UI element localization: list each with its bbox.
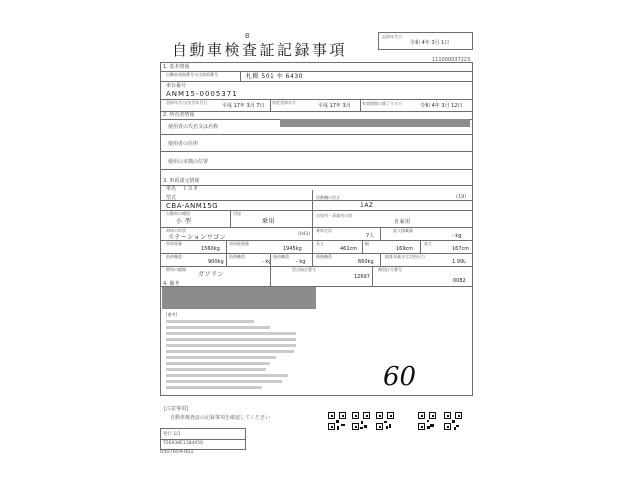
- qr-code-4: [418, 412, 436, 430]
- qr-code-1: [328, 412, 346, 430]
- code-label: 発行 1/1: [163, 432, 181, 437]
- gross-weight-label: 車両総重量: [229, 241, 249, 246]
- model-label: 型式: [166, 195, 177, 201]
- category-value: 小 型: [176, 218, 192, 225]
- displacement-label: 総排気量又は定格出力: [385, 254, 425, 259]
- redacted-remarks-block: [162, 287, 316, 309]
- axle-rear-front-label: 後前軸重: [273, 254, 289, 259]
- section-remarks-heading: 4. 備考: [163, 281, 180, 287]
- notice-heading: [注意事項]: [164, 406, 188, 412]
- issue-date-value: 令和 4年 3月 1日: [410, 40, 450, 46]
- body-code: (043): [298, 232, 311, 237]
- max-load-label: 最大積載量: [393, 228, 413, 233]
- fuel-label: 燃料の種類: [166, 267, 186, 272]
- qr-code-2: [352, 412, 370, 430]
- issue-date-label: 記録年月日: [382, 34, 402, 39]
- class-number-value: 0082: [453, 278, 466, 284]
- axle-front-rear-value: - kg: [262, 259, 272, 265]
- purpose-label: 自家用・事業用の別: [316, 213, 352, 218]
- owner-address-label: 使用者の住所: [168, 141, 199, 147]
- width-value: 169cm: [396, 246, 414, 252]
- type-number-label: 型式指定番号: [292, 267, 316, 272]
- vin-label: 車台番号: [166, 83, 187, 89]
- axle-front-rear-label: 前後軸重: [229, 254, 245, 259]
- axle-rear-rear-value: 660kg: [358, 259, 374, 265]
- qr-code-5: [444, 412, 462, 430]
- page-id: 0307654-001: [160, 449, 194, 455]
- maker-value: トヨタ: [182, 186, 199, 192]
- length-label: 長さ: [316, 241, 324, 246]
- engine-label: 原動機の型式: [316, 195, 340, 200]
- model-value: CBA-ANM15G: [166, 202, 219, 210]
- first-registration-value: 平成 17年 3月: [318, 103, 351, 109]
- qr-code-3: [376, 412, 394, 430]
- length-value: 461cm: [340, 246, 358, 252]
- first-registration-label: 初度登録年月: [272, 100, 296, 105]
- height-label: 高さ: [424, 241, 432, 246]
- maker-label: 車名: [166, 186, 177, 192]
- owner-name-label: 使用者の氏名又は名称: [168, 124, 219, 130]
- category-label: 自動車の種別: [166, 211, 190, 216]
- use-label: 用途: [233, 211, 241, 216]
- axle-front-front-value: 900kg: [208, 259, 224, 265]
- capacity-label: 乗車定員: [316, 228, 332, 233]
- axle-rear-front-value: - kg: [296, 259, 306, 265]
- class-number-label: 類別区分番号: [378, 267, 402, 272]
- registration-number-label: 自動車登録番号又は車両番号: [166, 72, 218, 77]
- weight-label: 車両重量: [166, 241, 182, 246]
- max-load-value: - kg: [452, 233, 462, 239]
- axle-front-front-label: 前前軸重: [166, 254, 182, 259]
- maker-code: (19): [456, 194, 467, 200]
- base-location-label: 使用の本拠の位置: [168, 159, 209, 165]
- width-label: 幅: [365, 241, 369, 246]
- weight-value: 1560kg: [201, 246, 220, 252]
- gross-weight-value: 1945kg: [283, 246, 302, 252]
- registration-date-value: 平成 17年 3月 7日: [222, 103, 265, 109]
- registration-date-label: 登録年月日/交付年月日: [166, 100, 208, 105]
- expiry-date-label: 有効期間の満了する日: [362, 101, 402, 106]
- engine-value: 1AZ: [360, 202, 374, 209]
- section-owner-heading: 2. 所有者情報: [163, 112, 195, 118]
- document-title: 自動車検査証記録事項: [172, 41, 348, 59]
- axle-rear-rear-label: 後後軸重: [316, 254, 332, 259]
- vin-value: ANM15-0005371: [166, 90, 238, 98]
- registration-number-value: 札幌 501 や 6430: [246, 73, 303, 80]
- handwritten-number: 60: [383, 362, 417, 392]
- body-value: ステーションワゴン: [168, 234, 227, 241]
- code-value: T56938E1184050: [163, 441, 203, 446]
- issue-date-box: [378, 32, 473, 50]
- height-value: 167cm: [452, 246, 470, 252]
- use-value: 乗用: [262, 218, 276, 225]
- section-spec-heading: 3. 車両諸元情報: [163, 178, 200, 184]
- fuel-value: ガソリン: [198, 271, 225, 278]
- body-label: 車体の形状: [166, 228, 186, 233]
- section-basic-heading: 1. 基本情報: [163, 64, 190, 70]
- purpose-value: 自家用: [394, 219, 411, 225]
- expiry-date-value: 令和 4年 3月 12日: [420, 103, 463, 109]
- redacted-owner-block: [280, 119, 470, 127]
- code-box: [160, 428, 246, 450]
- capacity-value: 7人: [366, 233, 375, 239]
- notice-line: 自動車検査証の記録事項を確認してください: [170, 415, 271, 421]
- letter-mark: B: [245, 32, 250, 40]
- type-number-value: 12697: [354, 274, 370, 280]
- remarks-heading-label: [備考]: [166, 312, 178, 317]
- document-number: 111000037223: [432, 57, 471, 63]
- displacement-value: 1.99L: [452, 259, 466, 265]
